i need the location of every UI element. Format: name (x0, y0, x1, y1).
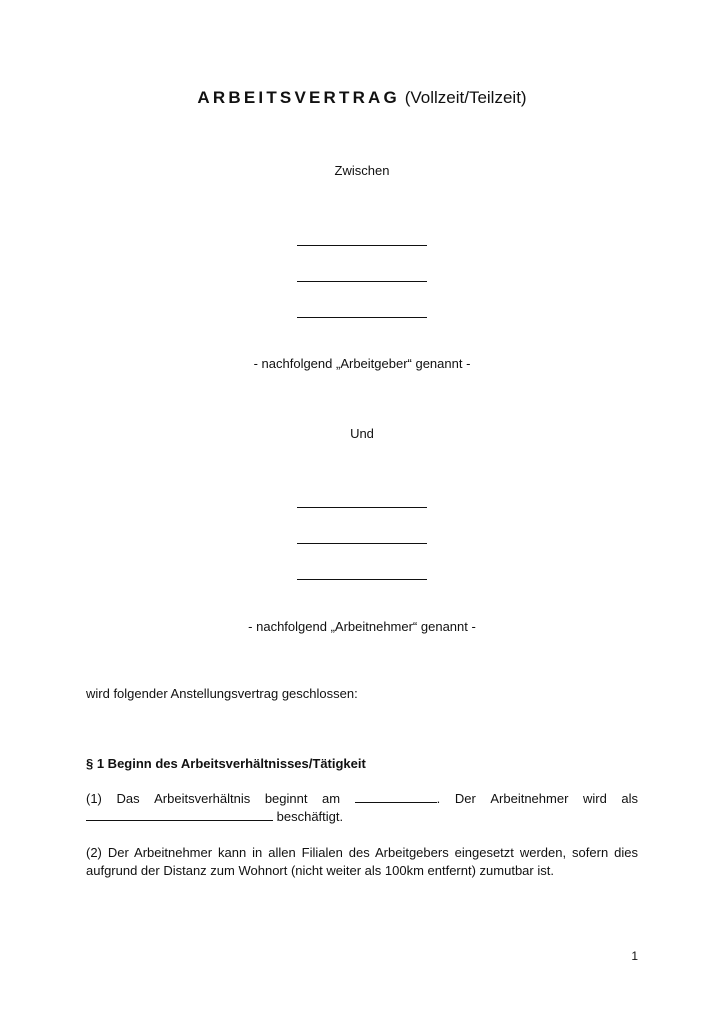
employee-designation: - nachfolgend „Arbeitnehmer“ genannt - (248, 619, 476, 634)
section-1-heading: § 1 Beginn des Arbeitsverhältnisses/Tätigkeit (86, 756, 366, 771)
section-1-paragraph-2: (2) Der Arbeitnehmer kann in allen Filialen des Arbeitgebers eingesetzt werden, sofern dies aufgrund der Distanz zum Wohnort (nicht weiter als 100km entfernt) zumutbar ist. (86, 845, 638, 878)
p1-word: Arbeitsverhältnis (154, 791, 251, 806)
employer-designation: - nachfolgend „Arbeitgeber“ genannt - (253, 356, 471, 371)
intro-text: wird folgender Anstellungsvertrag geschlossen: (86, 686, 358, 701)
paragraph-1-line-2 (86, 808, 638, 826)
contract-title-sub: (Vollzeit/Teilzeit) (404, 88, 527, 107)
employee-blank-line-3[interactable] (297, 579, 427, 580)
contract-title-main: ARBEITSVERTRAG (197, 88, 400, 107)
p1-word: . (436, 791, 441, 806)
between-label: Zwischen (334, 163, 390, 178)
and-label: Und (350, 426, 374, 441)
p1-word: wird (582, 791, 607, 806)
p1-word: (1) (86, 791, 102, 806)
p1-word: beginnt (264, 791, 308, 806)
contract-title (0, 88, 724, 108)
paragraph-1-line-1 (86, 790, 638, 808)
employee-blank-line-1[interactable] (297, 507, 427, 508)
p1-word: Arbeitnehmer (490, 791, 569, 806)
section-1-paragraph-1 (86, 790, 638, 826)
employee-blank-line-2[interactable] (297, 543, 427, 544)
employer-blank-line-1[interactable] (297, 245, 427, 246)
position-blank[interactable] (86, 808, 273, 821)
p1-word: Der (454, 791, 476, 806)
page-number: 1 (631, 949, 638, 963)
p1-word: Das (116, 791, 140, 806)
p1-end: beschäftigt. (276, 809, 344, 824)
start-date-blank[interactable] (355, 790, 437, 803)
p1-word: als (621, 791, 638, 806)
employer-blank-line-2[interactable] (297, 281, 427, 282)
employer-blank-line-3[interactable] (297, 317, 427, 318)
p1-word: am (322, 791, 341, 806)
